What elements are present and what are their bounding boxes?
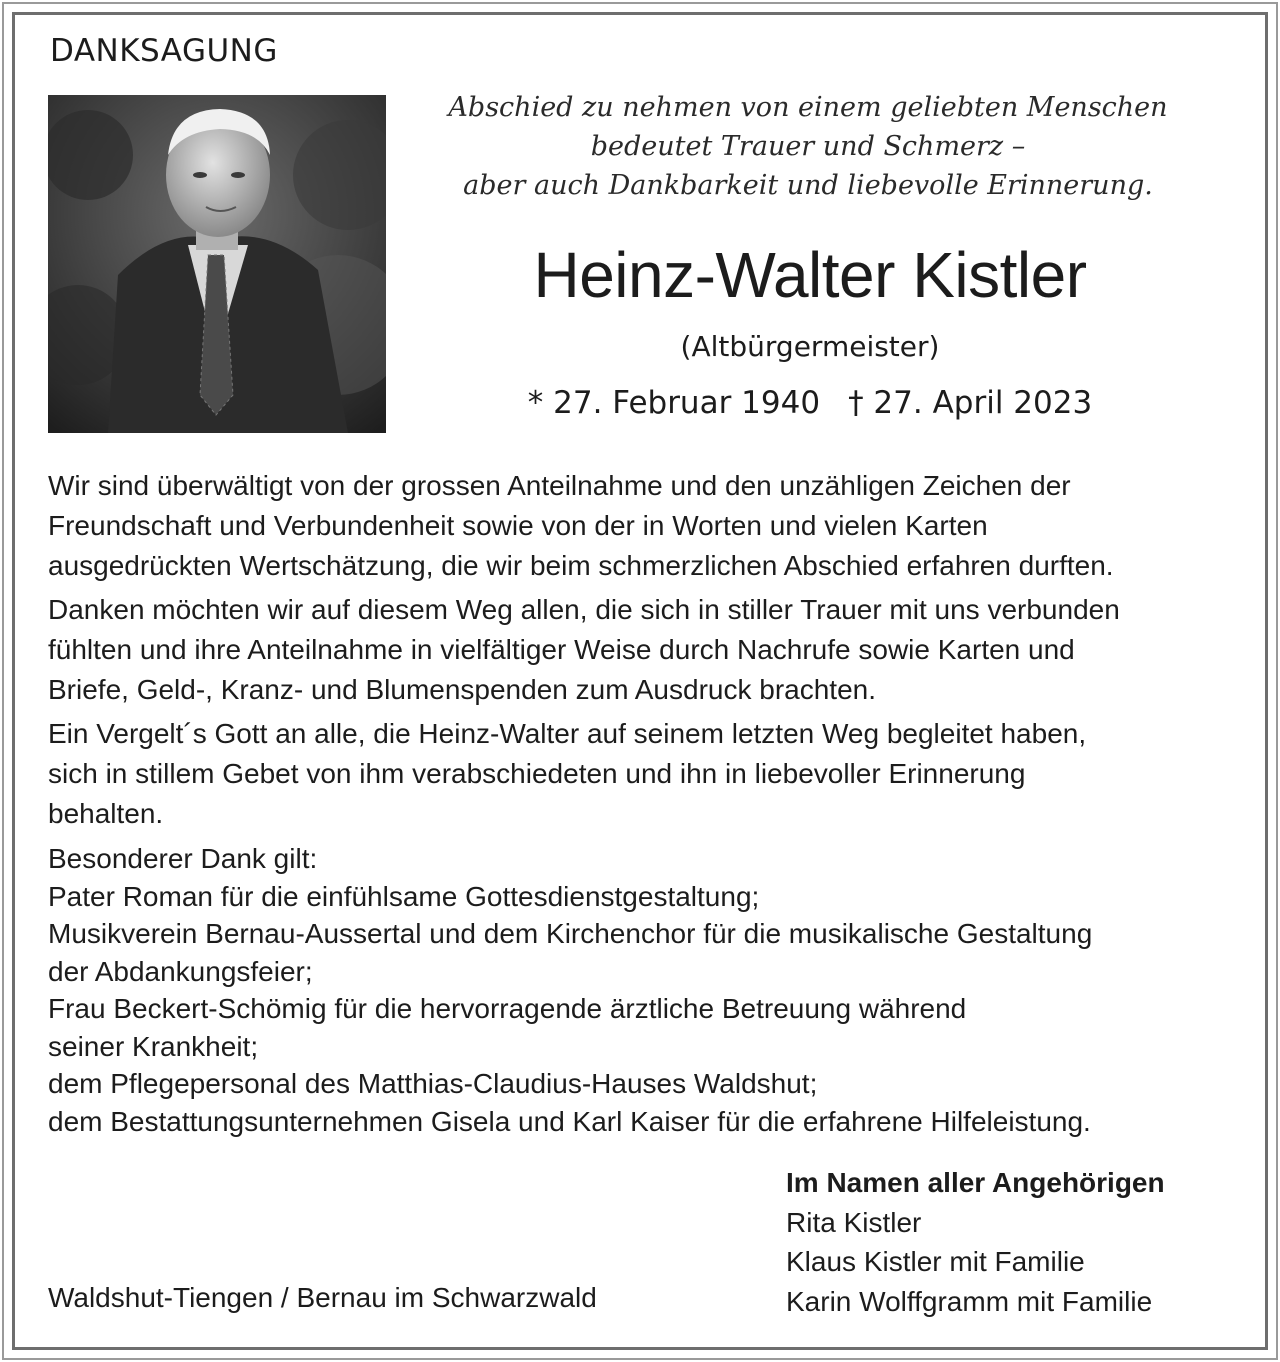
thanks-line: der Abdankungsfeier; xyxy=(48,955,313,987)
portrait-photo xyxy=(48,95,386,433)
thanks-line: seiner Krankheit; xyxy=(48,1030,259,1062)
thanks-line: dem Bestattungsunternehmen Gisela und Karl Kaiser für die erfahrene Hilfeleistung. xyxy=(48,1105,1091,1137)
thanks-line: Pater Roman für die einfühlsame Gottesdienstgestaltung; xyxy=(48,880,760,912)
paragraph xyxy=(48,466,1263,586)
thanks-line: Musikverein Bernau-Aussertal und dem Kirchenchor für die musikalische Gestaltung xyxy=(48,918,1093,949)
thanks-line: Besonderer Dank gilt: xyxy=(48,843,318,874)
paragraph xyxy=(48,714,1263,834)
text-line: behalten. xyxy=(48,798,164,829)
text-line: fühlten und ihre Anteilnahme in vielfältiger Weise durch Nachrufe sowie Karten und xyxy=(48,634,1075,665)
signature-name: Rita Kistler xyxy=(786,1206,922,1238)
signature-name: Karin Wolffgramm mit Familie xyxy=(786,1285,1153,1317)
thanks-text xyxy=(48,466,1263,838)
thanks-line: dem Pflegepersonal des Matthias-Claudius-Hauses Waldshut; xyxy=(48,1068,818,1099)
death-date: † 27. April 2023 xyxy=(848,385,1093,421)
text-line: Briefe, Geld-, Kranz- und Blumenspenden zum Ausdruck brachten. xyxy=(48,674,876,705)
birth-date: * 27. Februar 1940 xyxy=(527,385,821,421)
paragraph xyxy=(48,590,1263,710)
place-line: Waldshut-Tiengen / Bernau im Schwarzwald xyxy=(48,1282,597,1313)
text-line: Danken möchten wir auf diesem Weg allen, die sich in stiller Trauer mit uns verbunden xyxy=(48,594,1120,625)
quote-line: aber auch Dankbarkeit und liebevolle Erinnerung. xyxy=(463,170,1153,201)
text-line: Ein Vergelt´s Gott an alle, die Heinz-Walter auf seinem letzten Weg begleitet haben, xyxy=(48,718,1087,749)
signature-block xyxy=(786,1163,1165,1321)
signature-name: Klaus Kistler mit Familie xyxy=(786,1246,1085,1277)
heading: DANKSAGUNG xyxy=(50,33,278,69)
thanks-line: Frau Beckert-Schömig für die hervorragende ärztliche Betreuung während xyxy=(48,993,967,1024)
special-thanks-list xyxy=(48,840,1092,1140)
quote-line: Abschied zu nehmen von einem geliebten Menschen xyxy=(448,92,1168,123)
signature-lead: Im Namen aller Angehörigen xyxy=(786,1167,1165,1198)
life-dates xyxy=(420,385,1200,421)
memorial-quote xyxy=(440,88,1176,205)
text-line: ausgedrückten Wertschätzung, die wir beim schmerzlichen Abschied erfahren durften. xyxy=(48,550,1114,581)
deceased-title: (Altbürgermeister) xyxy=(680,330,940,363)
text-line: Freundschaft und Verbundenheit sowie von der in Worten und vielen Karten xyxy=(48,510,988,541)
deceased-name: Heinz-Walter Kistler xyxy=(533,239,1087,311)
quote-line: bedeutet Trauer und Schmerz – xyxy=(590,131,1026,162)
text-line: sich in stillem Gebet von ihm verabschiedeten und ihn in liebevoller Erinnerung xyxy=(48,758,1026,789)
text-line: Wir sind überwältigt von der grossen Anteilnahme und den unzähligen Zeichen der xyxy=(48,470,1071,501)
